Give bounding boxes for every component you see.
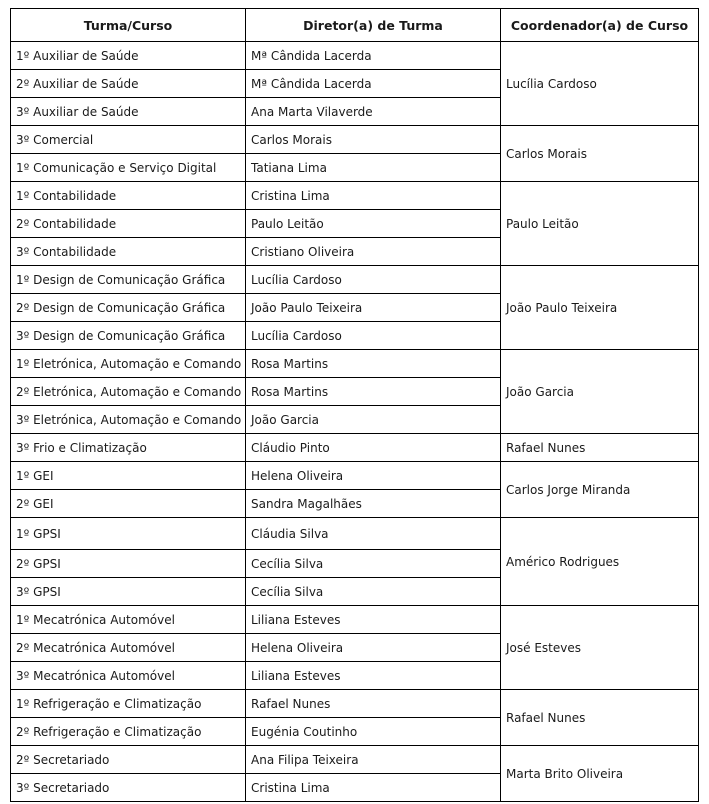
class-cell: 3º GPSI xyxy=(11,578,246,606)
director-cell: Cláudio Pinto xyxy=(246,434,501,462)
director-cell: Cecília Silva xyxy=(246,578,501,606)
class-cell: 2º Contabilidade xyxy=(11,210,246,238)
table-row xyxy=(11,746,699,774)
class-cell: 1º Refrigeração e Climatização xyxy=(11,690,246,718)
director-cell: Cecília Silva xyxy=(246,550,501,578)
table-row xyxy=(11,126,699,154)
coordinator-cell: Rafael Nunes xyxy=(501,434,699,462)
header-row xyxy=(11,9,699,42)
class-cell: 3º Mecatrónica Automóvel xyxy=(11,662,246,690)
director-cell: Cristina Lima xyxy=(246,774,501,802)
class-cell: 2º Secretariado xyxy=(11,746,246,774)
coordinator-cell: Carlos Jorge Miranda xyxy=(501,462,699,518)
table-row xyxy=(11,690,699,718)
coordinator-cell: Paulo Leitão xyxy=(501,182,699,266)
director-cell: João Paulo Teixeira xyxy=(246,294,501,322)
director-cell: Ana Filipa Teixeira xyxy=(246,746,501,774)
class-cell: 1º GPSI xyxy=(11,518,246,550)
director-cell: Liliana Esteves xyxy=(246,662,501,690)
director-cell: Rosa Martins xyxy=(246,350,501,378)
table-row xyxy=(11,518,699,550)
class-cell: 1º Contabilidade xyxy=(11,182,246,210)
header-coordinator: Coordenador(a) de Curso xyxy=(501,9,699,42)
table-row xyxy=(11,266,699,294)
class-cell: 3º Eletrónica, Automação e Comando xyxy=(11,406,246,434)
director-cell: Helena Oliveira xyxy=(246,462,501,490)
class-cell: 2º GEI xyxy=(11,490,246,518)
table-row xyxy=(11,434,699,462)
class-cell: 1º Comunicação e Serviço Digital xyxy=(11,154,246,182)
coordinator-cell: José Esteves xyxy=(501,606,699,690)
coordinator-cell: João Paulo Teixeira xyxy=(501,266,699,350)
coordinator-cell: Rafael Nunes xyxy=(501,690,699,746)
class-assignment-table xyxy=(10,8,699,802)
coordinator-cell: Américo Rodrigues xyxy=(501,518,699,606)
director-cell: Liliana Esteves xyxy=(246,606,501,634)
director-cell: Eugénia Coutinho xyxy=(246,718,501,746)
class-cell: 2º Auxiliar de Saúde xyxy=(11,70,246,98)
table-body xyxy=(11,42,699,802)
director-cell: Mª Cândida Lacerda xyxy=(246,70,501,98)
class-cell: 3º Design de Comunicação Gráfica xyxy=(11,322,246,350)
class-cell: 1º Eletrónica, Automação e Comando xyxy=(11,350,246,378)
director-cell: Paulo Leitão xyxy=(246,210,501,238)
director-cell: Lucília Cardoso xyxy=(246,266,501,294)
class-cell: 2º Refrigeração e Climatização xyxy=(11,718,246,746)
table-row xyxy=(11,182,699,210)
director-cell: Rosa Martins xyxy=(246,378,501,406)
director-cell: Lucília Cardoso xyxy=(246,322,501,350)
director-cell: Rafael Nunes xyxy=(246,690,501,718)
director-cell: Helena Oliveira xyxy=(246,634,501,662)
table-row xyxy=(11,350,699,378)
director-cell: Carlos Morais xyxy=(246,126,501,154)
director-cell: Cristina Lima xyxy=(246,182,501,210)
director-cell: Mª Cândida Lacerda xyxy=(246,42,501,70)
class-cell: 2º Design de Comunicação Gráfica xyxy=(11,294,246,322)
director-cell: Cláudia Silva xyxy=(246,518,501,550)
class-cell: 3º Contabilidade xyxy=(11,238,246,266)
class-cell: 3º Frio e Climatização xyxy=(11,434,246,462)
director-cell: Sandra Magalhães xyxy=(246,490,501,518)
director-cell: Tatiana Lima xyxy=(246,154,501,182)
class-cell: 2º Eletrónica, Automação e Comando xyxy=(11,378,246,406)
class-cell: 1º GEI xyxy=(11,462,246,490)
director-cell: Ana Marta Vilaverde xyxy=(246,98,501,126)
table-row xyxy=(11,42,699,70)
coordinator-cell: Lucília Cardoso xyxy=(501,42,699,126)
coordinator-cell: Carlos Morais xyxy=(501,126,699,182)
class-cell: 3º Auxiliar de Saúde xyxy=(11,98,246,126)
class-cell: 1º Mecatrónica Automóvel xyxy=(11,606,246,634)
class-cell: 3º Comercial xyxy=(11,126,246,154)
class-cell: 2º Mecatrónica Automóvel xyxy=(11,634,246,662)
coordinator-cell: João Garcia xyxy=(501,350,699,434)
director-cell: Cristiano Oliveira xyxy=(246,238,501,266)
director-cell: João Garcia xyxy=(246,406,501,434)
table-row xyxy=(11,606,699,634)
table-row xyxy=(11,462,699,490)
class-cell: 1º Auxiliar de Saúde xyxy=(11,42,246,70)
header-class: Turma/Curso xyxy=(11,9,246,42)
class-cell: 2º GPSI xyxy=(11,550,246,578)
coordinator-cell: Marta Brito Oliveira xyxy=(501,746,699,802)
class-cell: 3º Secretariado xyxy=(11,774,246,802)
header-director: Diretor(a) de Turma xyxy=(246,9,501,42)
class-cell: 1º Design de Comunicação Gráfica xyxy=(11,266,246,294)
